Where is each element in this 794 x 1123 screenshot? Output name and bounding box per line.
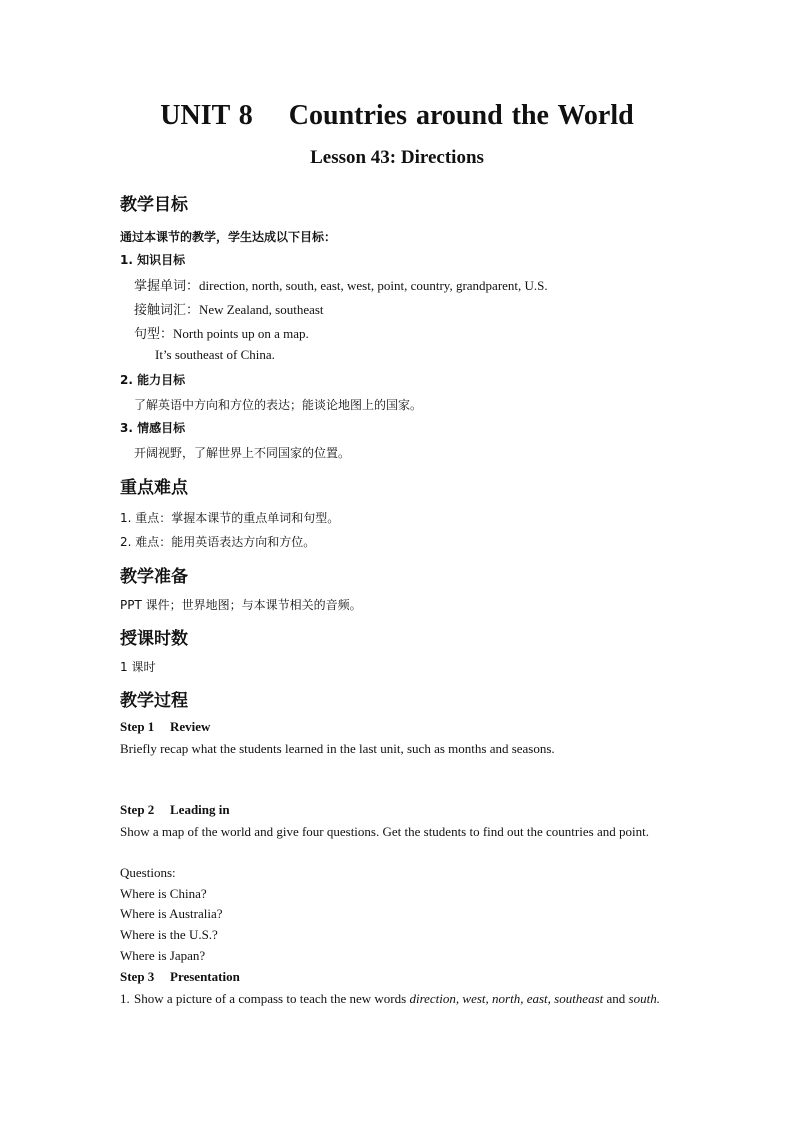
preparation-text: PPT 课件；世界地图；与本课节相关的音频。 [120, 598, 362, 612]
item-text: Show a picture of a compass to teach the new words [134, 991, 410, 1006]
presentation-item-1 [120, 988, 676, 1009]
key-point-1: 1. 重点：掌握本课节的重点单词和句型。 [120, 511, 340, 525]
step-3-title: Presentation [170, 969, 240, 984]
goals-intro: 通过本课节的教学，学生达成以下目标： [120, 230, 337, 244]
questions-label: Questions: [120, 865, 176, 880]
step-1-heading [120, 719, 210, 735]
question-4: Where is Japan? [120, 948, 206, 963]
unit-title: UNIT 8 Countries around the World [160, 100, 634, 131]
step-1-title: Review [170, 719, 211, 734]
key-point-2: 2. 难点：能用英语表达方向和方位。 [120, 535, 316, 549]
step-1-label: Step 1 [120, 719, 155, 734]
step-2-text: Show a map of the world and give four questions. Get the students to find out the countries and point. [120, 824, 649, 839]
knowledge-pattern-2: It’s southeast of China. [155, 347, 275, 362]
item-and: and [603, 991, 629, 1006]
ability-text: 了解英语中方向和方位的表达；能谈论地图上的国家。 [134, 398, 423, 412]
question-1: Where is China? [120, 886, 207, 901]
step-2-title: Leading in [170, 802, 230, 817]
emotion-text: 开阔视野，了解世界上不同国家的位置。 [134, 446, 351, 460]
question-3: Where is the U.S.? [120, 927, 218, 942]
preparation-heading: 教学准备 [120, 567, 188, 587]
emotion-heading: 3. 情感目标 [120, 421, 186, 435]
item-body [120, 988, 676, 1009]
goals-heading: 教学目标 [120, 195, 188, 215]
question-2: Where is Australia? [120, 906, 223, 921]
step-2-heading [120, 802, 230, 818]
step-3-label: Step 3 [120, 969, 155, 984]
hours-text: 1 课时 [120, 660, 156, 674]
knowledge-vocab: 掌握单词：direction, north, south, east, west, point, country, grandparent, U.S. [134, 278, 548, 293]
knowledge-heading: 1. 知识目标 [120, 253, 186, 267]
process-heading: 教学过程 [120, 691, 188, 711]
item-number: 1. [120, 991, 130, 1006]
ability-heading: 2. 能力目标 [120, 373, 186, 387]
knowledge-pattern-1: 句型：North points up on a map. [134, 326, 309, 341]
lesson-title: Lesson 43: Directions [310, 147, 484, 168]
key-points-heading: 重点难点 [120, 478, 188, 498]
item-new-words: direction, west, north, east, southeast [409, 991, 604, 1006]
step-2-label: Step 2 [120, 802, 155, 817]
item-last-word: south. [628, 991, 660, 1006]
step-1-text: Briefly recap what the students learned in the last unit, such as months and seasons. [120, 741, 555, 756]
hours-heading: 授课时数 [120, 629, 188, 649]
step-3-heading [120, 969, 240, 985]
knowledge-contact: 接触词汇：New Zealand, southeast [134, 302, 324, 317]
